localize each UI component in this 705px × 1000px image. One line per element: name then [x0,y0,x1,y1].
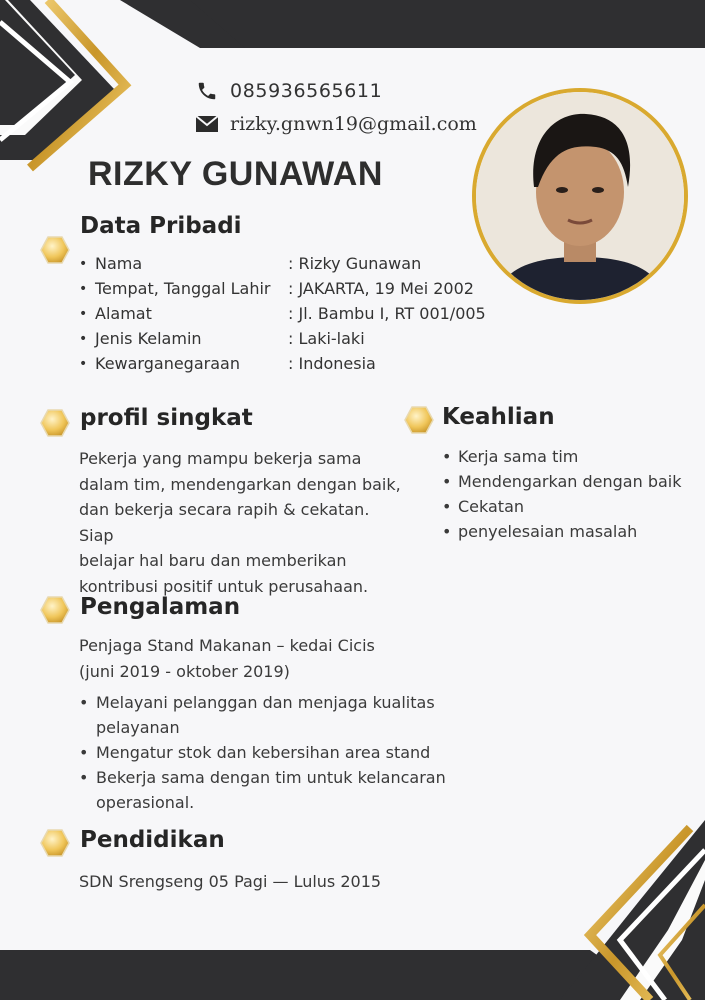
personal-data-label: Alamat [95,304,152,323]
skill-item: • Mendengarkan dengan baik [442,469,702,494]
skill-item: • Cekatan [442,494,702,519]
personal-data-row: • Alamat : Jl. Bambu I, RT 001/005 [79,304,486,323]
section-heading-data-pribadi: Data Pribadi [80,213,242,239]
section-heading-pengalaman: Pengalaman [80,594,241,620]
section-heading-pendidikan: Pendidikan [80,827,225,853]
section-heading-profil-singkat: profil singkat [80,405,253,431]
profile-line: kontribusi positif untuk perusahaan. [79,576,369,596]
experience-duties [79,690,459,815]
personal-data-row: • Jenis Kelamin : Laki-laki [79,329,365,348]
personal-data-row: • Tempat, Tanggal Lahir : JAKARTA, 19 Mei 2002 [79,279,474,298]
duty-item: • Melayani pelanggan dan menjaga kualitas [79,693,435,712]
hexagon-bullet-icon [404,405,434,435]
personal-data-value: : Rizky Gunawan [288,254,422,273]
duty-item: • Mengatur stok dan kebersihan area stand [79,743,431,762]
duty-continuation: operasional. [96,793,195,812]
skills-list [442,444,702,544]
hexagon-bullet-icon [40,408,70,438]
section-heading-keahlian: Keahlian [442,404,555,430]
top-dark-band [0,0,705,48]
hexagon-bullet-icon [40,595,70,625]
hexagon-bullet-icon [40,235,70,265]
hexagon-bullet-icon [40,828,70,858]
job-period: (juni 2019 - oktober 2019) [79,661,290,681]
experience-job [79,633,439,684]
education-entry: SDN Srengseng 05 Pagi — Lulus 2015 [79,872,382,891]
envelope-icon [194,115,220,133]
personal-data-row: • Kewarganegaraan : Indonesia [79,354,376,373]
phone-number[interactable]: 085936565611 [230,80,383,102]
personal-data-value: : Indonesia [288,354,376,373]
phone-icon [194,80,220,102]
personal-data-label: Tempat, Tanggal Lahir [95,279,271,298]
profile-line: dalam tim, mendengarkan dengan baik, [79,474,401,494]
job-title: Penjaga Stand Makanan – kedai Cicis [79,636,375,655]
personal-data-value: : JAKARTA, 19 Mei 2002 [288,279,474,298]
personal-data-label: Jenis Kelamin [95,329,202,348]
profile-summary [79,446,409,599]
personal-data-value: : Laki-laki [288,329,365,348]
personal-data-label: Nama [95,254,143,273]
duty-text: Bekerja sama dengan tim untuk kelancaran [96,768,446,787]
profile-line: belajar hal baru dan memberikan [79,551,347,570]
skill-item: • Kerja sama tim [442,444,702,469]
profile-line: dan bekerja secara rapih & cekatan. Siap [79,500,370,545]
personal-data-row: • Nama : Rizky Gunawan [79,254,422,273]
duty-text: Melayani pelanggan dan menjaga kualitas [96,693,435,712]
bottom-dark-band [0,950,660,1000]
personal-data-list [79,251,486,376]
duty-continuation: pelayanan [96,718,180,737]
full-name: RIZKY GUNAWAN [88,155,383,193]
phone-row [194,80,382,102]
email-address[interactable]: rizky.gnwn19@gmail.com [230,113,477,135]
skill-item: • penyelesaian masalah [442,519,702,544]
email-row [194,113,477,135]
profile-line: Pekerja yang mampu bekerja sama [79,449,362,468]
personal-data-value: : Jl. Bambu I, RT 001/005 [288,304,486,323]
duty-text: Mengatur stok dan kebersihan area stand [96,743,431,762]
personal-data-label: Kewarganegaraan [95,354,240,373]
duty-item: • Bekerja sama dengan tim untuk kelancaran [79,768,446,787]
portrait-photo-icon [476,92,684,300]
profile-photo [472,88,688,304]
